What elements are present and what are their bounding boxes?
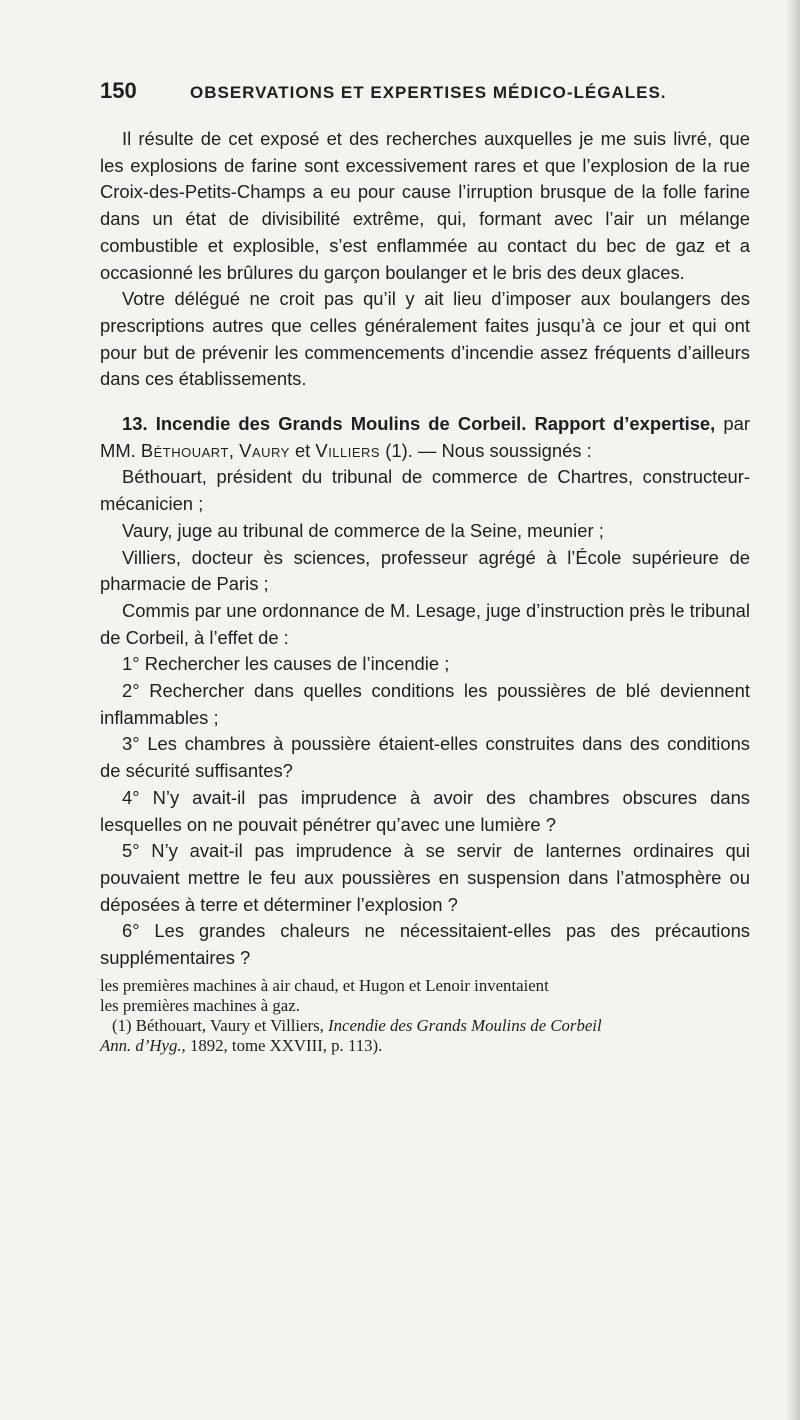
footnotes [100, 976, 750, 1056]
footnote-title: Incendie des Grands Moulins de Corbeil [328, 1015, 602, 1035]
question-4: 4° N’y avait-il pas imprudence à avoir des chambres obscures dans lesquelles on ne pouvait pénétrer qu’avec une lumière ? [100, 786, 750, 835]
question-6: 6° Les grandes chaleurs ne nécessitaient-elles pas des précautions supplémentaires ? [100, 920, 750, 969]
section-intro: — Nous soussignés : [417, 439, 592, 461]
footnote-authors: (1) Béthouart, Vaury et Villiers, [112, 1015, 324, 1035]
question-1: 1° Rechercher les causes de l’incendie ; [122, 653, 450, 675]
section-number: 13. [122, 413, 148, 435]
footnote-continuation-line2: les premières machines à gaz. [100, 995, 300, 1015]
page-number: 150 [100, 78, 137, 103]
body-text [100, 126, 750, 972]
book-page [100, 78, 750, 1056]
running-header [100, 78, 750, 108]
name-separator: , [228, 439, 235, 461]
expert-name-villiers: Villiers [315, 439, 381, 461]
page-edge-shadow [786, 0, 800, 1420]
footnote-citation: 1892, tome XXVIII, p. 113). [189, 1035, 383, 1055]
paragraph-explosion-conclusion: Il résulte de cet exposé et des recherches auxquelles je me suis livré, que les explosions de farine sont excessivement rares et que l’explosion de la rue Croix-des-Petits-Champs a eu pour cause l’irruption brusque de la folle farine dans un état de divisibilité extrême, qui, formant avec l’air un mélange combustible et explosible, s’est enflammée au contact du bec de gaz et a occasionné les brûlures du garçon boulanger et le bris des deux glaces. [100, 128, 750, 283]
footnote-1 [100, 1016, 750, 1056]
section-par: par MM. [100, 413, 750, 461]
name-conjunction: et [294, 439, 311, 461]
expert-name-vaury: Vaury [239, 439, 290, 461]
footnote-reference: (1). [385, 439, 413, 461]
paragraph-delegate-opinion: Votre délégué ne croit pas qu’il y ait lieu d’imposer aux boulangers des prescriptions autres que celles généralement faites jusqu’à ce jour et qui ont pour but de prévenir les commencements d’incendie assez fréquents d’ailleurs dans ces établissements. [100, 288, 750, 390]
footnote-journal: Ann. d’Hyg., [100, 1035, 186, 1055]
question-2: 2° Rechercher dans quelles conditions les poussières de blé deviennent inflammables ; [100, 680, 750, 728]
paragraph-commission: Commis par une ordonnance de M. Lesage, juge d’instruction près le tribunal de Corbeil, à l’effet de : [100, 599, 750, 648]
paragraph-villiers: Villiers, docteur ès sciences, professeur agrégé à l’École supérieure de pharmacie de Paris ; [100, 546, 750, 595]
paragraph-bethouart: Béthouart, président du tribunal de commerce de Chartres, constructeur-mécanicien ; [100, 466, 750, 515]
footnote-continuation-line1: les premières machines à air chaud, et Hugon et Lenoir inventaient [100, 975, 549, 995]
running-title: OBSERVATIONS ET EXPERTISES MÉDICO-LÉGALES. [190, 83, 667, 102]
question-5: 5° N’y avait-il pas imprudence à se servir de lanternes ordinaires qui pouvaient mettre le feu aux poussières en suspension dans l’atmosphère ou déposées à terre et déterminer l’explosion ? [100, 840, 750, 915]
question-3: 3° Les chambres à poussière étaient-elles construites dans des conditions de sécurité suffisantes? [100, 733, 750, 782]
section-heading [100, 411, 750, 464]
section-title: Incendie des Grands Moulins de Corbeil. Rapport d’expertise, [155, 413, 716, 435]
paragraph-vaury: Vaury, juge au tribunal de commerce de la Seine, meunier ; [122, 519, 604, 541]
expert-name-bethouart: Béthouart [140, 439, 229, 461]
